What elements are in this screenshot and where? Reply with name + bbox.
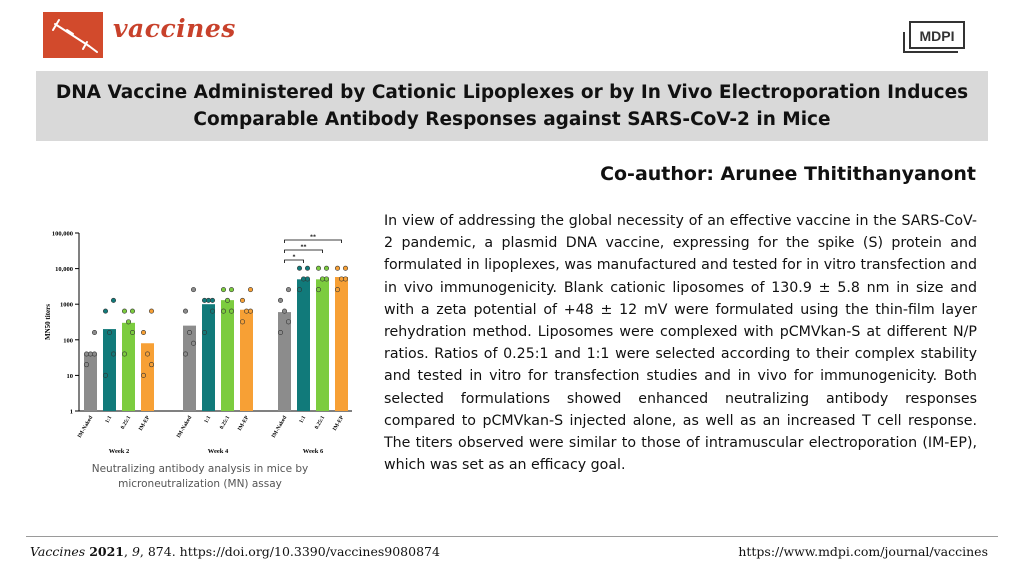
- group-label: Week 6: [302, 448, 324, 455]
- data-point: [92, 330, 96, 334]
- citation: Vaccines 2021, 9, 874. https://doi.org/10.3390/vaccines9080874: [30, 544, 440, 559]
- mdpi-logo: [900, 20, 974, 56]
- data-point: [278, 298, 282, 302]
- data-point: [183, 309, 187, 313]
- title-line-2: Comparable Antibody Responses against SARS-CoV-2 in Mice: [193, 109, 831, 130]
- data-point: [210, 309, 214, 313]
- coauthor: Co-author: Arunee Thitithanyanont: [600, 163, 976, 185]
- data-point: [111, 298, 115, 302]
- x-tick-label: 0.25:1: [119, 415, 133, 431]
- significance-label: **: [300, 244, 307, 251]
- x-tick-label: 0.25:1: [218, 415, 232, 431]
- data-point: [141, 330, 145, 334]
- data-point: [103, 373, 107, 377]
- bar: [221, 300, 234, 411]
- data-point: [240, 320, 244, 324]
- x-tick-label: IM-Naked: [270, 415, 289, 440]
- bar: [335, 277, 348, 411]
- data-point: [244, 309, 248, 313]
- y-tick-label: 10: [66, 372, 73, 380]
- data-point: [282, 309, 286, 313]
- y-tick-label: 100: [63, 337, 73, 345]
- data-point: [221, 309, 225, 313]
- data-point: [286, 320, 290, 324]
- data-point: [103, 309, 107, 313]
- bar: [240, 310, 253, 411]
- abstract-text: In view of addressing the global necessity of an effective vaccine in the SARS-CoV-2 pandemic, a plasmid DNA vaccine, expressing for the spike (S) protein and formulated in lipoplexes, was manufactured and tested for in vitro transfection and in vivo immunogenicity. Blank cationic liposomes of 130.9 ± 5.8 nm in size and with a zeta potential of +48 ± 12 mV were formulated using the thin-film layer rehydration method. Liposomes were complexed with pCMVkan-S at different N/P ratios. Ratios of 0.25:1 and 1:1 were selected according to their complex stability and tested in vitro for transfection studies and in vivo for immunogenicity. Both selected formulations showed enhanced neutralizing antibody responses compared to pCMVkan-S injected alone, as well as an increased T cell response. The titers observed were similar to those of intramuscular electroporation (IM-EP), which was set as an efficacy goal.: [384, 213, 977, 474]
- data-point: [324, 266, 328, 270]
- journal-name: vaccines: [113, 14, 236, 43]
- y-tick-label: 1000: [60, 301, 73, 309]
- bar: [278, 312, 291, 411]
- caption-line-1: Neutralizing antibody analysis in mice by: [91, 463, 309, 475]
- title-line-1: DNA Vaccine Administered by Cationic Lipoplexes or by In Vivo Electroporation Induces: [55, 82, 969, 103]
- data-point: [145, 352, 149, 356]
- data-point: [191, 341, 195, 345]
- y-axis-title: MN50 titers: [44, 304, 52, 340]
- x-tick-label: IM-EP: [331, 415, 346, 433]
- data-point: [320, 277, 324, 281]
- y-tick-label: 10,000: [55, 266, 73, 274]
- data-point: [316, 287, 320, 291]
- significance-label: *: [292, 254, 296, 261]
- figure-caption: [55, 462, 345, 492]
- bar: [316, 279, 329, 411]
- publisher-name: MDPI: [919, 28, 955, 44]
- data-point: [278, 330, 282, 334]
- citation-volume: 9: [131, 544, 140, 559]
- y-tick-label: 100,000: [51, 230, 73, 238]
- data-point: [305, 266, 309, 270]
- x-tick-label: IM-EP: [137, 415, 152, 433]
- data-point: [191, 287, 195, 291]
- paper-title: [40, 79, 984, 133]
- journal-url[interactable]: https://www.mdpi.com/journal/vaccines: [738, 544, 988, 559]
- data-point: [240, 298, 244, 302]
- bar: [297, 279, 310, 411]
- syringe-icon: [43, 12, 103, 58]
- bar: [202, 304, 215, 411]
- data-point: [130, 330, 134, 334]
- journal-logo: [43, 12, 103, 58]
- x-tick-label: 0.25:1: [313, 415, 327, 431]
- data-point: [229, 287, 233, 291]
- y-tick-label: 1: [69, 408, 73, 416]
- data-point: [122, 352, 126, 356]
- citation-rest: , 874. https://doi.org/10.3390/vaccines9080874: [139, 544, 440, 559]
- citation-journal: Vaccines: [30, 544, 86, 559]
- data-point: [316, 266, 320, 270]
- data-point: [210, 298, 214, 302]
- data-point: [187, 330, 191, 334]
- x-tick-label: IM-Naked: [76, 415, 95, 440]
- bar: [122, 323, 135, 411]
- group-label: Week 2: [108, 448, 130, 455]
- data-point: [335, 287, 339, 291]
- data-point: [183, 352, 187, 356]
- data-point: [202, 298, 206, 302]
- data-point: [141, 373, 145, 377]
- data-point: [126, 320, 130, 324]
- data-point: [149, 309, 153, 313]
- data-point: [229, 309, 233, 313]
- chart-plot-area: [44, 231, 352, 456]
- data-point: [297, 287, 301, 291]
- data-point: [225, 298, 229, 302]
- data-point: [107, 330, 111, 334]
- data-point: [149, 362, 153, 366]
- data-point: [286, 287, 290, 291]
- data-point: [297, 266, 301, 270]
- bar: [183, 326, 196, 411]
- x-tick-label: 1:1: [203, 415, 213, 425]
- data-point: [84, 352, 88, 356]
- x-tick-label: 1:1: [104, 415, 114, 425]
- footer-divider: [26, 536, 998, 537]
- data-point: [202, 330, 206, 334]
- x-tick-label: IM-EP: [236, 415, 251, 433]
- data-point: [343, 266, 347, 270]
- data-point: [335, 266, 339, 270]
- data-point: [339, 277, 343, 281]
- data-point: [122, 309, 126, 313]
- bar: [103, 329, 116, 411]
- data-point: [221, 287, 225, 291]
- caption-line-2: microneutralization (MN) assay: [118, 478, 282, 490]
- group-label: Week 4: [207, 448, 229, 455]
- data-point: [248, 287, 252, 291]
- citation-year: 2021: [89, 544, 124, 559]
- x-tick-label: 1:1: [298, 415, 308, 425]
- x-tick-label: IM-Naked: [175, 415, 194, 440]
- data-point: [130, 309, 134, 313]
- data-point: [301, 277, 305, 281]
- data-point: [84, 362, 88, 366]
- data-point: [111, 352, 115, 356]
- significance-label: **: [310, 234, 316, 241]
- figure-chart: [40, 222, 360, 462]
